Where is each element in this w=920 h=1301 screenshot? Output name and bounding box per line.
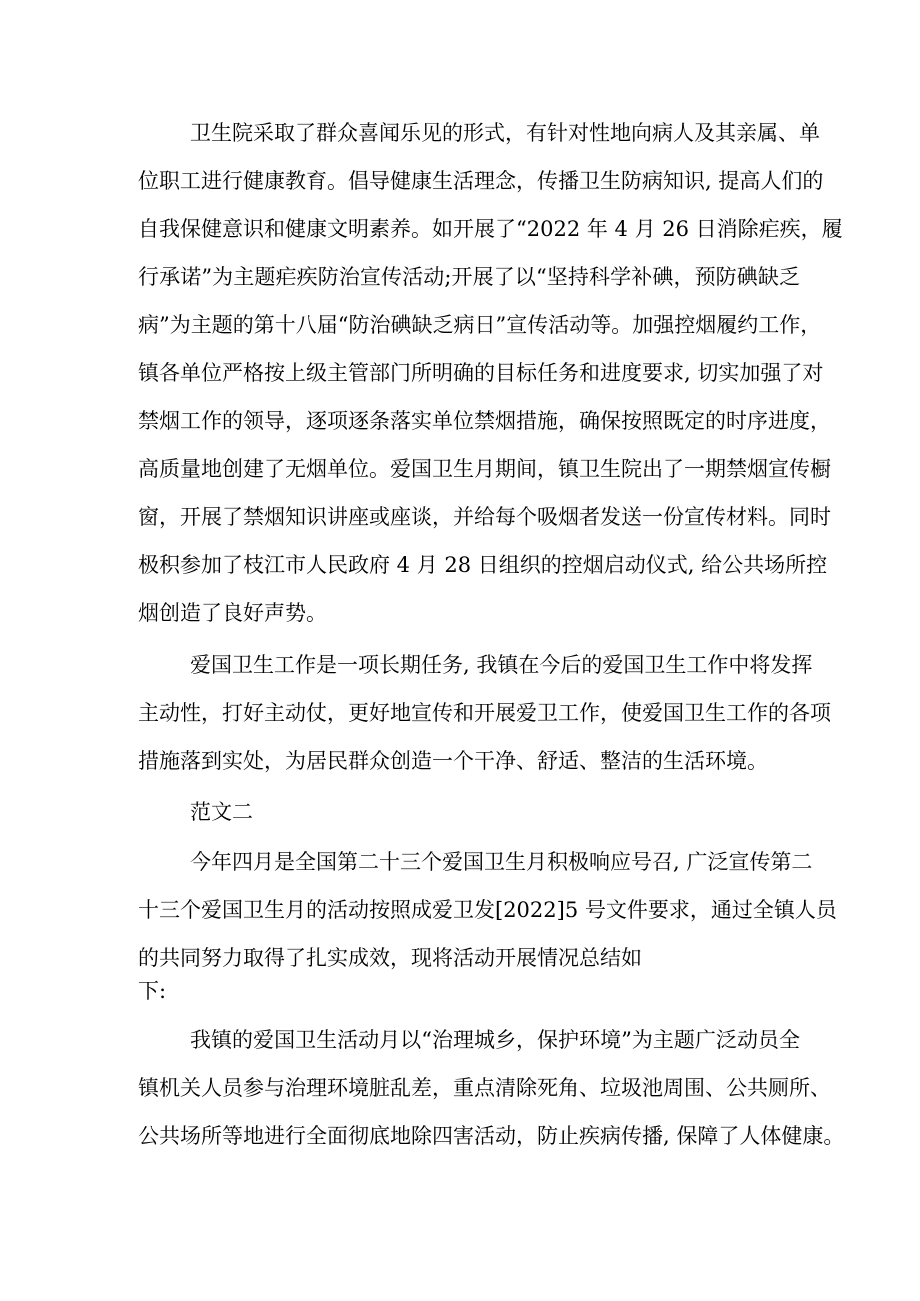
paragraph-1-line-11: 烟创造了良好声势。 [138,601,327,625]
paragraph-1-line-3: 自我保健意识和健康文明素养。如开展了“2022 年 4 月 26 日消除疟疾，履 [138,217,843,241]
section-heading: 范文二 [190,800,253,824]
paragraph-4-line-3: 公共场所等地进行全面彻底地除四害活动，防止疾病传播, 保障了人体健康。 [138,1124,845,1148]
paragraph-4-line-1: 我镇的爱国卫生活动月以“治理城乡，保护环境”为主题广泛动员全 [190,1028,800,1052]
paragraph-1-line-10: 极积参加了枝江市人民政府 4 月 28 日组织的控烟启动仪式, 给公共场所控 [138,553,828,577]
paragraph-4-line-2: 镇机关人员参与治理环境脏乱差，重点清除死角、垃圾池周围、公共厕所、 [138,1076,831,1100]
paragraph-3-line-3: 的共同努力取得了扎实成效，现将活动开展情况总结如 [138,946,642,970]
paragraph-1-line-8: 高质量地创建了无烟单位。爱国卫生月期间，镇卫生院出了一期禁烟宣传橱 [138,457,831,481]
paragraph-1-line-6: 镇各单位严格按上级主管部门所明确的目标任务和进度要求, 切实加强了对 [138,361,824,385]
paragraph-1-line-2: 位职工进行健康教育。倡导健康生活理念，传播卫生防病知识, 提高人们的 [138,169,824,193]
paragraph-3-line-4: 下: [138,979,167,1003]
paragraph-1-line-7: 禁烟工作的领导，逐项逐条落实单位禁烟措施，确保按照既定的时序进度， [138,409,831,433]
paragraph-2-line-2: 主动性，打好主动仗，更好地宣传和开展爱卫工作，使爱国卫生工作的各项 [138,701,831,725]
paragraph-2-line-1: 爱国卫生工作是一项长期任务, 我镇在今后的爱国卫生工作中将发挥 [190,653,813,677]
paragraph-3-line-2: 十三个爱国卫生月的活动按照成爱卫发[2022]5 号文件要求，通过全镇人员 [138,898,837,922]
paragraph-2-line-3: 措施落到实处，为居民群众创造一个干净、舒适、整洁的生活环境。 [138,749,768,773]
paragraph-1-line-9: 窗，开展了禁烟知识讲座或座谈，并给每个吸烟者发送一份宣传材料。同时 [138,505,831,529]
paragraph-1-line-5: 病”为主题的第十八届“防治碘缺乏病日”宣传活动等。加强控烟履约工作， [138,313,822,337]
paragraph-1-line-1: 卫生院采取了群众喜闻乐见的形式，有针对性地向病人及其亲属、单 [190,121,820,145]
paragraph-1-line-4: 行承诺”为主题疟疾防治宣传活动;开展了以“坚持科学补碘，预防碘缺乏 [138,265,800,289]
paragraph-3-line-1: 今年四月是全国第二十三个爱国卫生月积极响应号召, 广泛宣传第二 [190,850,813,874]
